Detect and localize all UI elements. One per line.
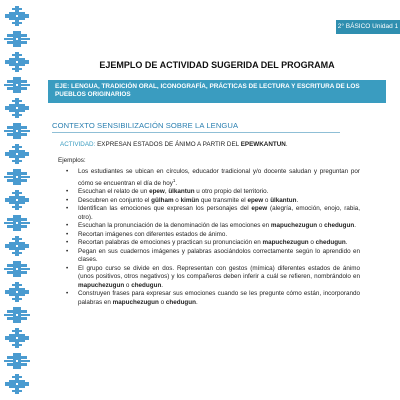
list-item — [64, 168, 360, 188]
list-item-text: Pegan en sus cuadernos imágenes y palabras asociándolos correctamente según lo aprendido en clases. — [78, 247, 360, 264]
list-item-bold-term: epew — [251, 205, 268, 213]
list-item-text: Descubren en conjunto el — [78, 196, 152, 204]
list-item-text: o — [158, 298, 166, 306]
list-item-text: Escuchan el relato de un — [78, 188, 150, 196]
list-item-text: Construyen frases para expresar sus emociones cuando se les pregunte cómo están, incorporando palabras en — [78, 290, 360, 306]
list-item-bold-term: ülkantun — [168, 188, 195, 196]
list-item-text: o — [173, 196, 181, 204]
textile-motif-icon — [4, 121, 30, 141]
list-item-text: que transmite el — [199, 196, 248, 204]
list-item-bold-term: mapuchezugun — [270, 222, 318, 230]
list-item — [64, 248, 360, 265]
list-item-bold-term: mapuchezugun — [112, 298, 159, 306]
grade-unit-badge: 2° BÁSICO Unidad 1 — [336, 20, 400, 34]
list-item-text: Recortan imágenes con diferentes estados de ánimo. — [78, 230, 228, 238]
list-item-text: (alegría, emoción, enojo, rabia, otro). — [78, 205, 360, 221]
list-item-bold-term: chedugun — [131, 281, 162, 289]
list-item-text: Recortan palabras de emociones y practican su pronunciación en — [78, 239, 263, 247]
list-item-text: El grupo curso se divide en dos. Representan con gestos (mímica) diferentes estados de ánimo (unos positivos, otros negativos) y los compañeros deben inferir a cuál se refieren, nombrándolo en — [78, 264, 360, 281]
list-item-text: Los estudiantes se ubican en círculos, educador tradicional y/o docente saludan y preguntan por cómo se encuentran el día de hoy — [78, 168, 360, 187]
examples-list — [64, 168, 360, 307]
list-item-text: . — [175, 179, 178, 187]
activity-label: ACTIVIDAD: — [60, 141, 96, 148]
list-item-bold-term: chedugun — [315, 239, 346, 247]
section-divider — [52, 132, 340, 133]
examples-label: Ejemplos: — [58, 157, 86, 164]
list-item — [64, 222, 360, 231]
list-item — [64, 290, 360, 307]
textile-motif-icon — [4, 351, 30, 371]
document-title: EJEMPLO DE ACTIVIDAD SUGERIDA DEL PROGRAMA — [99, 60, 335, 70]
activity-end: . — [285, 141, 288, 148]
list-item — [64, 205, 360, 222]
list-item-text: , — [164, 188, 169, 196]
list-item-text: . — [161, 281, 164, 289]
list-item-text: . — [195, 298, 198, 306]
list-item-text: . — [345, 239, 348, 247]
activity-text: EXPRESAN ESTADOS DE ÁNIMO A PARTIR DEL — [97, 141, 239, 148]
list-item-bold-term: epew — [247, 196, 264, 204]
list-item-text: . — [296, 196, 299, 204]
activity-keyword: EPEWKANTUN — [240, 141, 286, 148]
textile-motif-icon — [4, 190, 30, 210]
list-item-text: Escuchan la pronunciación de la denominación de las emociones en — [78, 222, 271, 230]
textile-motif-icon — [4, 75, 30, 95]
list-item-bold-term: ülkantun — [270, 196, 297, 204]
list-item-text: o — [308, 239, 316, 247]
textile-motif-icon — [4, 374, 30, 394]
list-item — [64, 231, 360, 240]
textile-motif-icon — [4, 305, 30, 325]
list-item — [64, 197, 360, 206]
textile-motif-icon — [4, 98, 30, 118]
list-item — [64, 265, 360, 291]
footnote-marker: 1 — [172, 177, 176, 183]
list-item-bold-term: chedugun — [324, 222, 355, 230]
activity-line — [60, 141, 288, 148]
list-item-bold-term: mapuchezugun — [78, 281, 125, 289]
textile-motif-icon — [4, 328, 30, 348]
list-item-text: Identifican las emociones que expresan los personajes del — [78, 205, 252, 213]
list-item-bold-term: epew — [149, 188, 165, 196]
list-item-bold-term: chedugun — [165, 298, 196, 306]
list-item-text: . — [354, 222, 356, 230]
list-item — [64, 239, 360, 248]
textile-motif-icon — [4, 282, 30, 302]
list-item-bold-term: kimün — [180, 196, 200, 204]
eje-banner: EJE: LENGUA, TRADICIÓN ORAL, ICONOGRAFÍA, PRÁCTICAS DE LECTURA Y ESCRITURA DE LOS PUEBLOS ORIGINARIOS — [48, 80, 386, 103]
textile-motif-icon — [4, 213, 30, 233]
list-item-text: o — [124, 281, 132, 289]
section-title: CONTEXTO SENSIBILIZACIÓN SOBRE LA LENGUA — [52, 121, 239, 130]
list-item-bold-term: gülham — [151, 196, 174, 204]
list-item-text: u otro propio del territorio. — [194, 188, 269, 196]
list-item — [64, 188, 360, 197]
textile-motif-icon — [4, 52, 30, 72]
textile-motif-icon — [4, 236, 30, 256]
list-item-text: o — [263, 196, 271, 204]
textile-motif-icon — [4, 6, 30, 26]
textile-motif-icon — [4, 144, 30, 164]
list-item-bold-term: mapuchezugun — [262, 239, 309, 247]
textile-motif-icon — [4, 259, 30, 279]
list-item-text: o — [317, 222, 325, 230]
textile-motif-icon — [4, 29, 30, 49]
textile-motif-icon — [4, 167, 30, 187]
decorative-textile-border — [0, 0, 34, 400]
